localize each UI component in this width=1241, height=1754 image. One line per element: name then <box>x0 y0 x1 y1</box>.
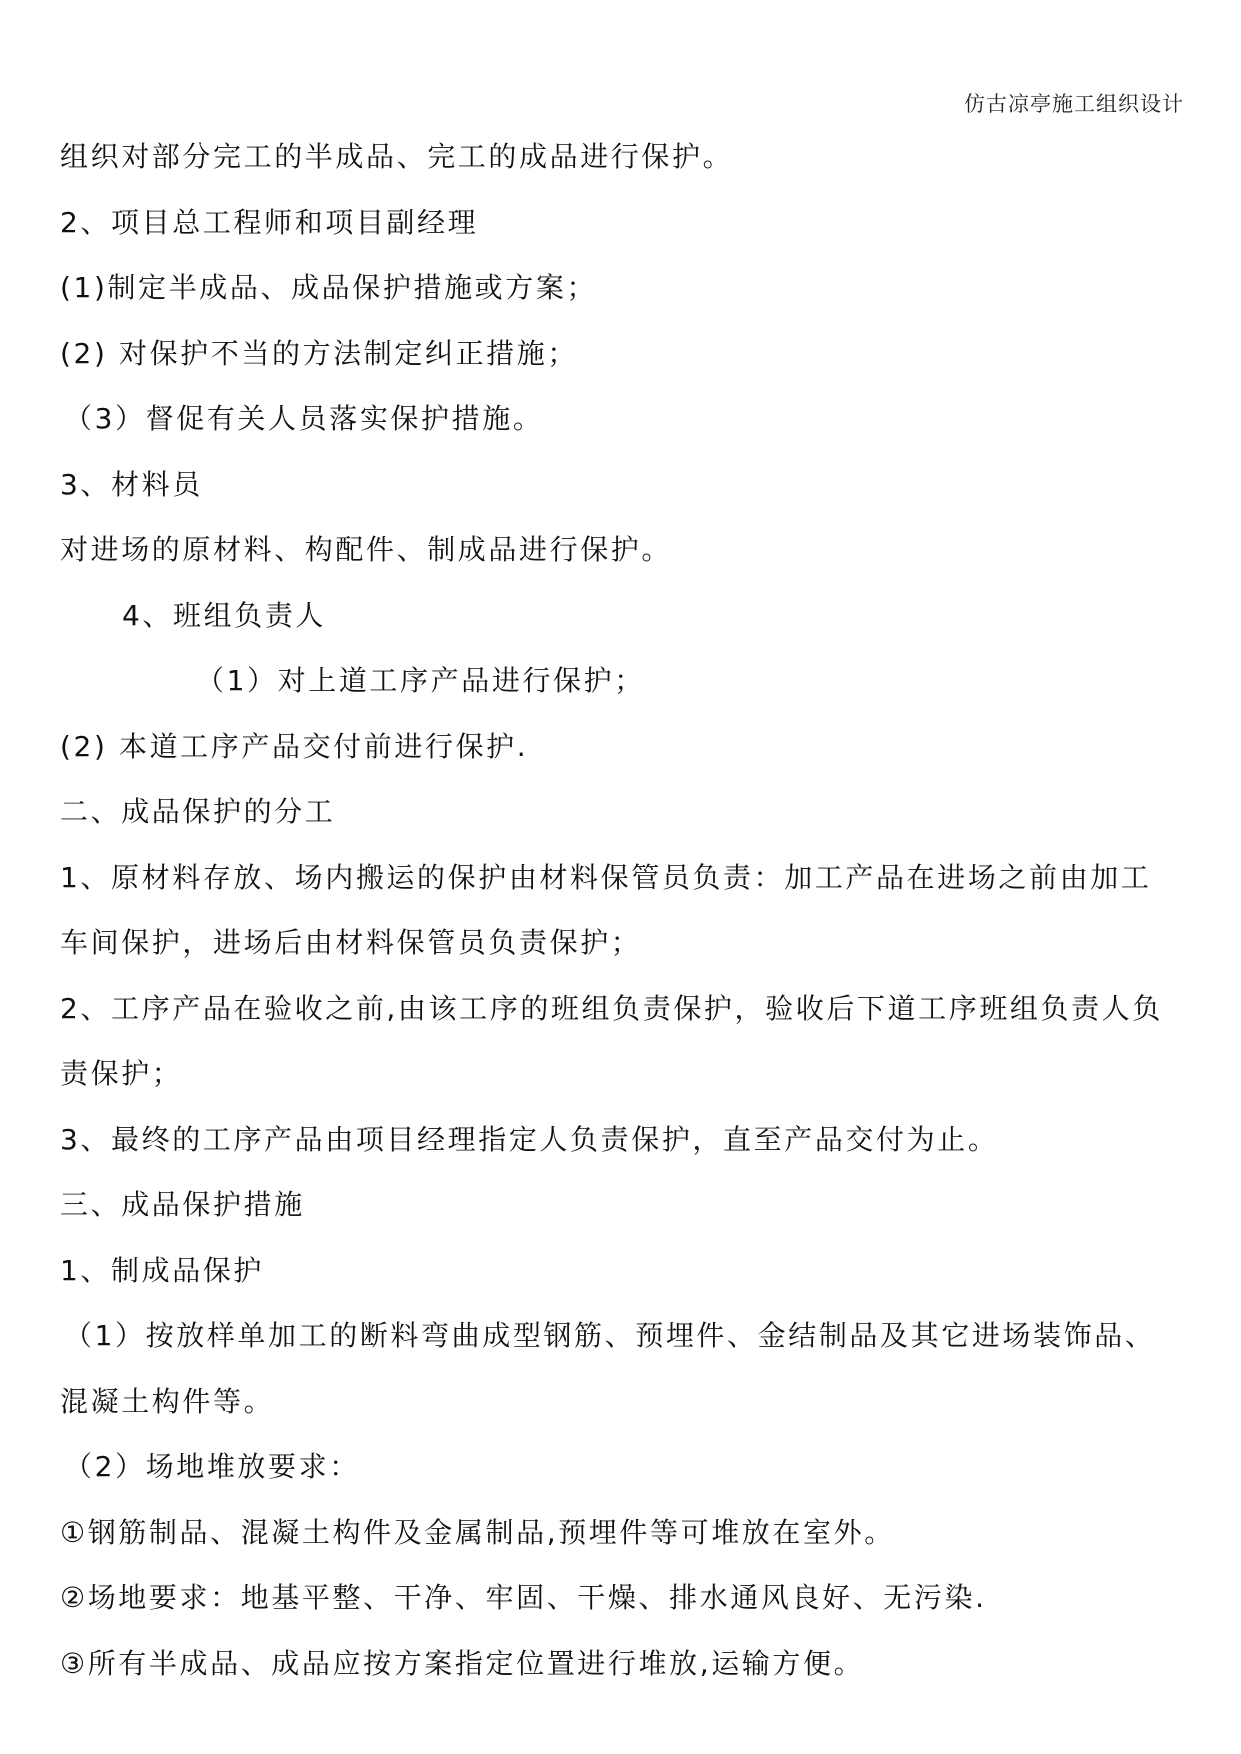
paragraph-line: 组织对部分完工的半成品、完工的成品进行保护。 <box>60 140 734 173</box>
list-item: （2）场地堆放要求： <box>64 1450 360 1483</box>
list-item: （3）督促有关人员落实保护措施。 <box>64 402 544 435</box>
section-heading: 1、制成品保护 <box>60 1253 265 1287</box>
paragraph-line: 混凝土构件等。 <box>60 1384 275 1418</box>
list-item: ③所有半成品、成品应按方案指定位置进行堆放,运输方便。 <box>60 1646 865 1680</box>
paragraph-line: 责保护； <box>60 1057 183 1090</box>
paragraph-line: 车间保护，进场后由材料保管员负责保护； <box>60 926 642 959</box>
section-heading: 2、项目总工程师和项目副经理 <box>60 205 479 239</box>
list-item: (1)制定半成品、成品保护措施或方案； <box>60 271 598 304</box>
running-header: 仿古凉亭施工组织设计 <box>964 92 1184 116</box>
list-item: (2) 对保护不当的方法制定纠正措施； <box>60 336 578 370</box>
list-item: ②场地要求：地基平整、干净、牢固、干燥、排水通风良好、无污染. <box>60 1581 987 1614</box>
document-body <box>60 124 1190 1696</box>
list-item: （1）对上道工序产品进行保护； <box>196 664 645 697</box>
list-item: （1）按放样单加工的断料弯曲成型钢筋、预埋件、金结制品及其它进场装饰品、 <box>64 1319 1156 1352</box>
section-heading: 3、材料员 <box>60 467 203 501</box>
paragraph-line: 1、原材料存放、场内搬运的保护由材料保管员负责：加工产品在进场之前由加工 <box>60 860 1152 894</box>
list-item: ①钢筋制品、混凝土构件及金属制品,预埋件等可堆放在室外。 <box>60 1515 895 1549</box>
list-item: (2) 本道工序产品交付前进行保护. <box>60 729 529 763</box>
paragraph-line: 对进场的原材料、构配件、制成品进行保护。 <box>60 533 673 566</box>
chapter-heading: 三、成品保护措施 <box>60 1188 305 1221</box>
paragraph-line: 3、最终的工序产品由项目经理指定人负责保护，直至产品交付为止。 <box>60 1122 999 1156</box>
paragraph-line: 2、工序产品在验收之前,由该工序的班组负责保护，验收后下道工序班组负责人负 <box>60 991 1163 1025</box>
chapter-heading: 二、成品保护的分工 <box>60 795 336 828</box>
section-heading: 4、班组负责人 <box>122 598 327 632</box>
